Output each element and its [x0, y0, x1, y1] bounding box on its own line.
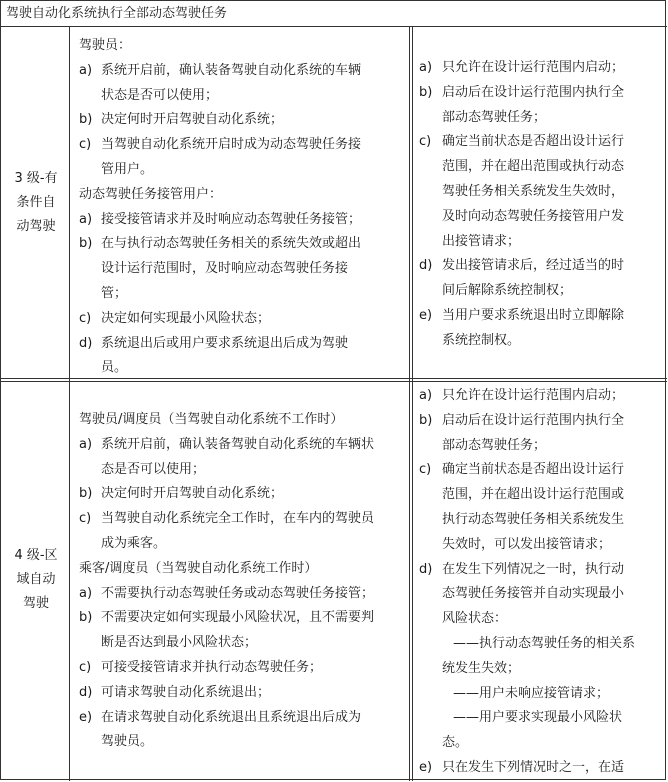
user-item-continuation: 态是否可以使用；	[101, 461, 206, 477]
system-item-text: 启动后在设计运行范围内执行全	[442, 84, 625, 100]
system-item-marker: d)	[419, 561, 433, 577]
user-item-marker: a)	[79, 436, 93, 452]
user-item-marker: a)	[79, 585, 93, 601]
user-item-text: 当驾驶自动化系统完全工作时，在车内的驾驶员	[101, 511, 375, 527]
user-item-marker: b)	[79, 112, 93, 128]
system-item-text: 确定当前状态是否超出设计运行	[442, 462, 625, 478]
user-item-marker: c)	[79, 511, 92, 527]
system-item-text: 只允许在设计运行范围内启动；	[442, 388, 625, 403]
system-item-continuation: 执行动态驾驶任务相关系统发生	[442, 512, 625, 527]
user-item-text: 在请求驾驶自动化系统退出且系统退出后成为	[101, 709, 362, 725]
user-item-continuation: 断是否达到最小风险状态；	[101, 635, 258, 651]
system-item-continuation: 部动态驾驶任务；	[442, 109, 547, 125]
system-item-marker: b)	[419, 412, 433, 428]
system-item-continuation: 风险状态：	[442, 611, 508, 627]
system-item-marker: e)	[419, 760, 433, 775]
system-item-continuation: ——执行动态驾驶任务的相关系	[453, 636, 636, 651]
system-item-continuation: 态驾驶任务接管并自动实现最小	[442, 586, 625, 602]
level-label: 4 级-区 域自动 驾驶	[14, 548, 58, 611]
user-item-text: 系统退出后或用户要求系统退出后成为驾驶	[101, 335, 349, 351]
system-item-continuation: 范围，并在超出设计运行范围或	[442, 487, 625, 503]
system-item-continuation: 失效时，可以发出接管请求；	[442, 536, 612, 552]
system-item-marker: c)	[419, 134, 432, 150]
row-divider-inner	[1, 381, 667, 382]
user-item-continuation: 管；	[101, 286, 128, 301]
user-item-marker: c)	[79, 310, 92, 326]
user-item-marker: b)	[79, 610, 93, 626]
user-item-marker: b)	[79, 236, 93, 252]
user-item-continuation: 驾驶员。	[101, 734, 154, 750]
user-item-text: 系统开启前，确认装备驾驶自动化系统的车辆状	[101, 436, 375, 452]
system-item-continuation: 及时向动态驾驶任务接管用户发	[442, 208, 625, 224]
user-item-marker: d)	[79, 684, 93, 700]
col-divider-level	[69, 27, 70, 781]
system-item-marker: a)	[419, 60, 433, 75]
system-item-text: 在发生下列情况之一时，执行动	[442, 561, 625, 577]
user-item-text: 决定何时开启驾驶自动化系统；	[101, 486, 284, 502]
system-item-marker: b)	[419, 84, 433, 100]
system-item-continuation: 驾驶任务相关系统发生失效时，	[442, 184, 625, 199]
system-item-continuation: ——用户要求实现最小风险状	[453, 710, 623, 726]
system-item-continuation: 系统控制权。	[442, 332, 521, 348]
user-role-heading: 驾驶员/调度员（当驾驶自动化系统不工作时）	[79, 412, 344, 427]
user-item-marker: c)	[79, 660, 92, 675]
user-item-text: 系统开启前，确认装备驾驶自动化系统的车辆	[101, 62, 362, 78]
user-item-continuation: 管用户。	[101, 162, 154, 177]
system-item-continuation: 部动态驾驶任务；	[442, 437, 547, 453]
system-item-text: 只在发生下列情况时之一，在适	[442, 760, 625, 775]
user-role-heading: 动态驾驶任务接管用户：	[79, 186, 223, 202]
user-item-marker: b)	[79, 486, 93, 502]
user-item-text: 不需要执行动态驾驶任务或动态驾驶任务接管；	[101, 585, 375, 601]
system-item-marker: d)	[419, 258, 433, 274]
user-item-continuation: 员。	[101, 360, 128, 376]
system-item-text: 发出接管请求后，经过适当的时	[442, 258, 625, 274]
system-item-continuation: ——用户未响应接管请求；	[453, 685, 610, 701]
system-item-marker: c)	[419, 462, 432, 478]
system-item-marker: a)	[419, 388, 433, 403]
user-item-text: 决定何时开启驾驶自动化系统；	[101, 112, 284, 128]
user-item-text: 不需要决定如何实现最小风险状况，且不需要判	[101, 610, 375, 626]
user-role-heading: 乘客/调度员（当驾驶自动化系统工作时）	[79, 560, 318, 576]
system-item-marker: e)	[419, 308, 433, 323]
system-item-text: 启动后在设计运行范围内执行全	[442, 412, 625, 428]
user-item-continuation: 成为乘客。	[101, 536, 167, 551]
system-item-continuation: 范围，并在超出范围或执行动态	[442, 159, 625, 175]
user-item-marker: d)	[79, 335, 93, 351]
system-item-text: 当用户要求系统退出时立即解除	[442, 308, 625, 323]
user-item-text: 决定如何实现最小风险状态；	[101, 310, 271, 326]
user-item-marker: a)	[79, 211, 93, 227]
col-divider-system-inner	[412, 27, 413, 781]
user-item-continuation: 设计运行范围时，及时响应动态驾驶任务接	[101, 261, 349, 277]
system-item-continuation: 态。	[442, 735, 469, 751]
level-label: 3 级-有 条件自 动驾驶	[14, 171, 58, 234]
user-item-text: 当驾驶自动化系统开启时成为动态驾驶任务接	[101, 137, 362, 153]
system-item-text: 确定当前状态是否超出设计运行	[442, 134, 625, 150]
user-item-text: 可请求驾驶自动化系统退出；	[101, 684, 271, 700]
user-item-marker: c)	[79, 137, 92, 153]
user-item-text: 接受接管请求并及时响应动态驾驶任务接管；	[101, 211, 362, 227]
row-divider	[1, 378, 667, 379]
system-item-continuation: 出接管请求；	[442, 233, 521, 249]
user-item-text: 在与执行动态驾驶任务相关的系统失效或超出	[101, 236, 362, 252]
table-caption: 驾驶自动化系统执行全部动态驾驶任务	[6, 6, 228, 21]
col-divider-system	[409, 27, 410, 781]
system-item-continuation: 统发生失效；	[442, 660, 521, 676]
system-item-text: 只允许在设计运行范围内启动；	[442, 60, 625, 75]
user-item-continuation: 状态是否可以使用；	[101, 87, 219, 103]
user-item-marker: e)	[79, 709, 93, 725]
table-caption-row	[1, 1, 667, 27]
user-role-heading: 驾驶员：	[79, 38, 132, 53]
user-item-text: 可接受接管请求并执行动态驾驶任务；	[101, 660, 323, 675]
system-item-continuation: 间后解除系统控制权；	[442, 283, 573, 299]
user-item-marker: a)	[79, 62, 93, 78]
